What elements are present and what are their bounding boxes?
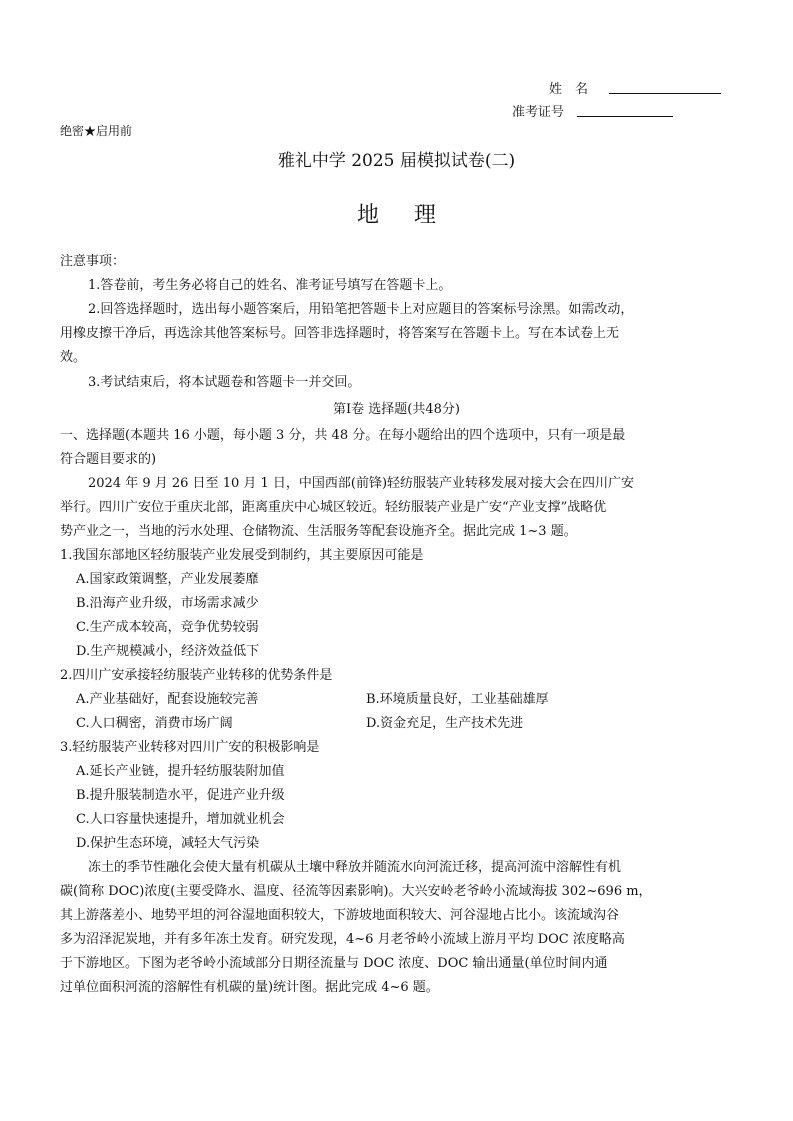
q3-option-c: C.人口容量快速提升，增加就业机会	[76, 812, 285, 827]
passage2-line6: 过单位面积河流的溶解性有机碳的量)统计图。据此完成 4~6 题。	[60, 980, 439, 995]
passage2-line1: 冻土的季节性融化会使大量有机碳从土壤中释放并随流水向河流迁移，提高河流中溶解性有机	[88, 860, 622, 875]
passage2-line2: 碳(简称 DOC)浓度(主要受降水、温度、径流等因素影响)。大兴安岭老爷岭小流域海拔 302~696 m，	[60, 884, 652, 899]
subject-title: 地 理	[357, 203, 450, 228]
q2-stem: 2.四川广安承接轻纺服装产业转移的优势条件是	[60, 668, 333, 683]
id-field[interactable]	[577, 102, 673, 117]
passage1-line1: 2024 年 9 月 26 日至 10 月 1 日，中国西部(前锋)轻纺服装产业转移发展对接大会在四川广安	[88, 476, 635, 491]
part1-title: 第Ⅰ卷 选择题(共48分)	[333, 402, 460, 417]
q2-option-d: D.资金充足，生产技术先进	[366, 716, 524, 731]
q2-option-b: B.环境质量良好，工业基础雄厚	[366, 692, 549, 707]
exam-title: 雅礼中学 2025 届模拟试卷(二)	[277, 151, 516, 171]
name-field[interactable]	[609, 79, 721, 94]
notice-item-1: 1.答卷前，考生务必将自己的姓名、准考证号填写在答题卡上。	[88, 278, 452, 293]
q1-option-c: C.生产成本较高，竞争优势较弱	[76, 620, 259, 635]
q1-option-d: D.生产规模减小，经济效益低下	[76, 644, 260, 659]
passage2-line3: 其上游落差小、地势平坦的河谷湿地面积较大，下游坡地面积较大、河谷湿地占比小。该流域沟谷	[60, 908, 620, 923]
passage2-line5: 于下游地区。下图为老爷岭小流域部分日期径流量与 DOC 浓度、DOC 输出通量(单位时间内通	[60, 956, 608, 971]
q2-option-a: A.产业基础好，配套设施较完善	[76, 692, 259, 707]
q3-option-d: D.保护生态环境，减轻大气污染	[76, 836, 260, 851]
notice-item-2-line3: 效。	[60, 350, 87, 365]
q2-option-c: C.人口稠密，消费市场广阔	[76, 716, 233, 731]
passage1-line2: 举行。四川广安位于重庆北部，距离重庆中心城区较近。轻纺服装产业是广安“产业支撑”战略优	[60, 500, 607, 515]
part1-intro-line2: 符合题目要求的)	[60, 452, 157, 467]
notice-item-2-line1: 2.回答选择题时，选出每小题答案后，用铅笔把答题卡上对应题目的答案标号涂黑。如需改动，	[88, 302, 634, 317]
q3-option-b: B.提升服装制造水平，促进产业升级	[76, 788, 285, 803]
notice-item-3: 3.考试结束后，将本试题卷和答题卡一并交回。	[88, 375, 361, 390]
q3-stem: 3.轻纺服装产业转移对四川广安的积极影响是	[60, 740, 320, 755]
notice-item-2-line2: 用橡皮擦干净后，再选涂其他答案标号。回答非选择题时，将答案写在答题卡上。写在本试卷上无	[60, 326, 620, 341]
passage1-line3: 势产业之一，当地的污水处理、仓储物流、生活服务等配套设施齐全。据此完成 1~3 题。	[60, 524, 577, 539]
q1-option-a: A.国家政策调整，产业发展萎靡	[76, 572, 259, 587]
q1-option-b: B.沿海产业升级，市场需求减少	[76, 596, 259, 611]
part1-intro-line1: 一、选择题(本题共 16 小题，每小题 3 分，共 48 分。在每小题给出的四个选项中，只有一项是最	[60, 428, 626, 443]
notice-heading: 注意事项：	[60, 254, 126, 269]
secret-mark: 绝密★启用前	[60, 124, 133, 138]
passage2-line4: 多为沼泽泥炭地，并有多年冻土发育。研究发现，4~6 月老爷岭小流域上游月平均 DOC 浓度略高	[60, 932, 625, 947]
q1-stem: 1.我国东部地区轻纺服装产业发展受到制约，其主要原因可能是	[60, 548, 424, 563]
name-label: 姓 名	[549, 82, 589, 97]
id-label: 准考证号	[512, 105, 565, 120]
q3-option-a: A.延长产业链，提升轻纺服装附加值	[76, 764, 285, 779]
